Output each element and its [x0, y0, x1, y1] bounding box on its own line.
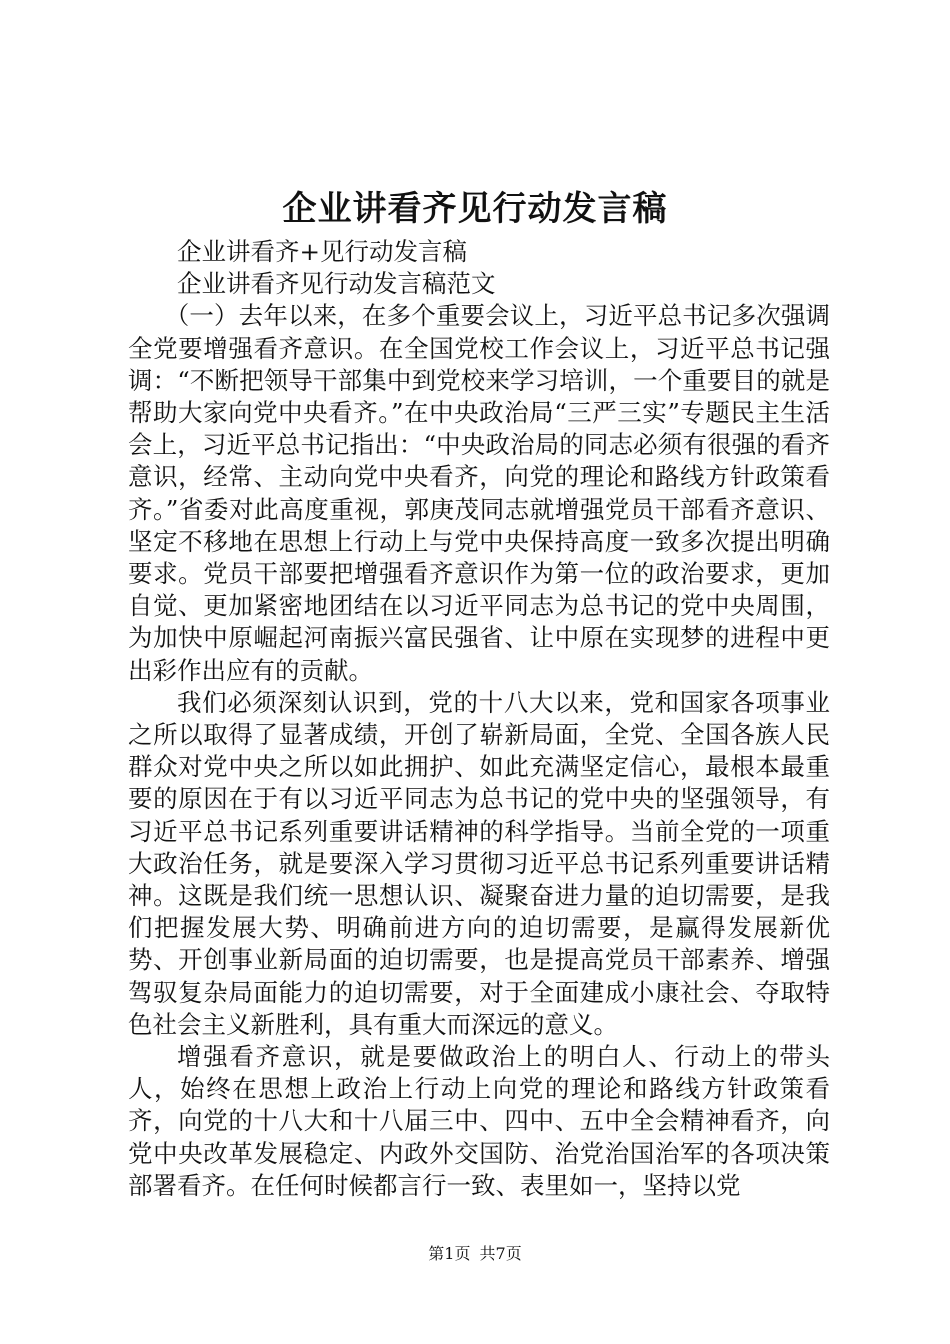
body-paragraph: 我们必须深刻认识到，党的十八大以来，党和国家各项事业之所以取得了显著成绩，开创了崭新局面，全党、全国各族人民群众对党中央之所以如此拥护、如此充满坚定信心，最根本最重要的原因在于有以习近平同志为总书记的党中央的坚强领导，有习近平总书记系列重要讲话精神的科学指导。当前全党的一项重大政治任务，就是要深入学习贯彻习近平总书记系列重要讲话精神。这既是我们统一思想认识、凝聚奋进力量的迫切需要，是我们把握发展大势、明确前进方向的迫切需要，是赢得发展新优势、开创事业新局面的迫切需要，也是提高党员干部素养、增强驾驭复杂局面能力的迫切需要，对于全面建成小康社会、夺取特色社会主义新胜利，具有重大而深远的意义。 — [128, 687, 830, 1039]
subtitle-line: 企业讲看齐见行动发言稿范文 — [177, 269, 496, 299]
document-body — [128, 236, 830, 1202]
page-total: 共7页 — [479, 1244, 522, 1263]
page-title: 企业讲看齐见行动发言稿 — [282, 189, 668, 229]
subtitle-line: 企业讲看齐+见行动发言稿 — [177, 237, 468, 266]
page-number: 第1页 — [428, 1244, 471, 1263]
body-paragraph: （一）去年以来，在多个重要会议上，习近平总书记多次强调全党要增强看齐意识。在全国党校工作会议上，习近平总书记强调：“不断把领导干部集中到党校来学习培训，一个重要目的就是帮助大家向党中央看齐。”在中央政治局“三严三实”专题民主生活会上，习近平总书记指出：“中央政治局的同志必须有很强的看齐意识，经常、主动向党中央看齐，向党的理论和路线方针政策看齐。”省委对此高度重视，郭庚茂同志就增强党员干部看齐意识、坚定不移地在思想上行动上与党中央保持高度一致多次提出明确要求。党员干部要把增强看齐意识作为第一位的政治要求，更加自觉、更加紧密地团结在以习近平同志为总书记的党中央周围，为加快中原崛起河南振兴富民强省、让中原在实现梦的进程中更出彩作出应有的贡献。 — [128, 301, 830, 685]
body-paragraph: 增强看齐意识，就是要做政治上的明白人、行动上的带头人，始终在思想上政治上行动上向党的理论和路线方针政策看齐，向党的十八大和十八届三中、四中、五中全会精神看齐，向党中央改革发展稳定、内政外交国防、治党治国治军的各项决策部署看齐。在任何时候都言行一致、表里如一，坚持以党 — [128, 1042, 830, 1200]
page-footer — [0, 1243, 950, 1265]
